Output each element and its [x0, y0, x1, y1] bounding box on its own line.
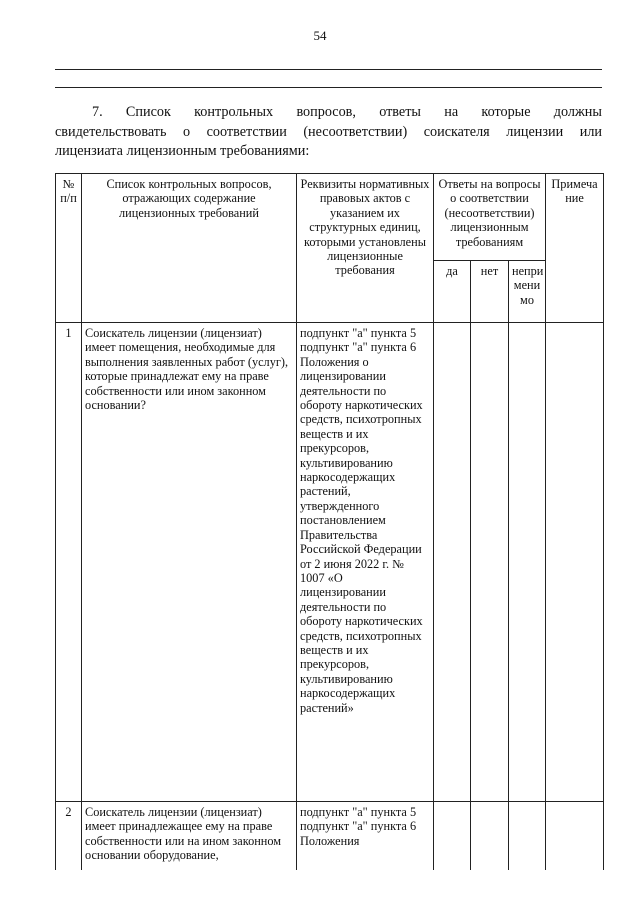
- table-header-row: [56, 174, 604, 261]
- heading-word: или: [579, 123, 602, 140]
- header-rule-top: [55, 69, 602, 70]
- heading-word: контрольных: [194, 104, 274, 120]
- answer-not-applicable-cell[interactable]: [509, 802, 546, 871]
- heading-word: 7.: [92, 104, 103, 120]
- header-no: нет: [471, 261, 509, 323]
- note-cell[interactable]: [546, 802, 604, 871]
- header-answers: Ответы на вопросы о соответствии (несоответствии) лицензионным требованиям: [434, 174, 546, 261]
- heading-word: которые: [481, 104, 531, 120]
- heading-word: должны: [553, 104, 602, 120]
- table-row: [56, 323, 604, 802]
- header-num: № п/п: [56, 174, 82, 323]
- table-row: [56, 802, 604, 871]
- heading-line-2: [55, 123, 602, 143]
- answer-not-applicable-cell[interactable]: [509, 323, 546, 802]
- header-note: Примеча ние: [546, 174, 604, 323]
- section-heading: [55, 103, 602, 162]
- row-question: Соискатель лицензии (лицензиат) имеет помещения, необходимые для выполнения заявленных работ (услуг), которые принадлежат ему на праве собственности или ином законном основании?: [82, 323, 297, 802]
- heading-line-3: [55, 142, 602, 162]
- header-not-applicable: непри мени мо: [509, 261, 546, 323]
- heading-line-1: [55, 103, 602, 123]
- row-number: 2: [56, 802, 82, 871]
- answer-yes-cell[interactable]: [434, 323, 471, 802]
- header-questions: Список контрольных вопросов, отражающих содержание лицензионных требований: [82, 174, 297, 323]
- heading-word: лицензии: [506, 123, 564, 140]
- heading-word: лицензиата лицензионным требованиями:: [55, 143, 310, 159]
- row-requisites: подпункт "а" пункта 5 подпункт "а" пункта 6 Положения: [297, 802, 434, 871]
- header-yes: да: [434, 261, 471, 323]
- heading-word: вопросов,: [296, 104, 356, 120]
- answer-no-cell[interactable]: [471, 323, 509, 802]
- header-rule-bottom: [55, 87, 602, 88]
- heading-word: соответствии: [206, 123, 287, 140]
- heading-word: ответы: [379, 104, 421, 120]
- row-number: 1: [56, 323, 82, 802]
- checklist-table: [55, 173, 604, 870]
- note-cell[interactable]: [546, 323, 604, 802]
- heading-word: Список: [125, 104, 171, 120]
- answer-yes-cell[interactable]: [434, 802, 471, 871]
- heading-word: свидетельствовать: [55, 123, 167, 140]
- page-number: 54: [313, 28, 327, 43]
- heading-word: соискателя: [423, 123, 490, 140]
- heading-word: о: [183, 123, 191, 140]
- header-requisites: Реквизиты нормативных правовых актов с указанием их структурных единиц, которыми установлены лицензионные требования: [297, 174, 434, 323]
- heading-word: (несоответствии): [303, 123, 408, 140]
- row-requisites: подпункт "а" пункта 5 подпункт "а" пункта 6 Положения о лицензировании деятельности по обороту наркотических средств, психотропных веществ и их прекурсоров, культивированию наркосодержащих растений, утвержденного постановлением Правительства Российской Федерации от 2 июня 2022 г. № 1007 «О лицензировании деятельности по обороту наркотических средств, психотропных веществ и их прекурсоров, культивированию наркосодержащих растений»: [297, 323, 434, 802]
- answer-no-cell[interactable]: [471, 802, 509, 871]
- heading-word: на: [444, 104, 459, 120]
- row-question: Соискатель лицензии (лицензиат) имеет принадлежащее ему на праве собственности или на ином законном основании оборудование,: [82, 802, 297, 871]
